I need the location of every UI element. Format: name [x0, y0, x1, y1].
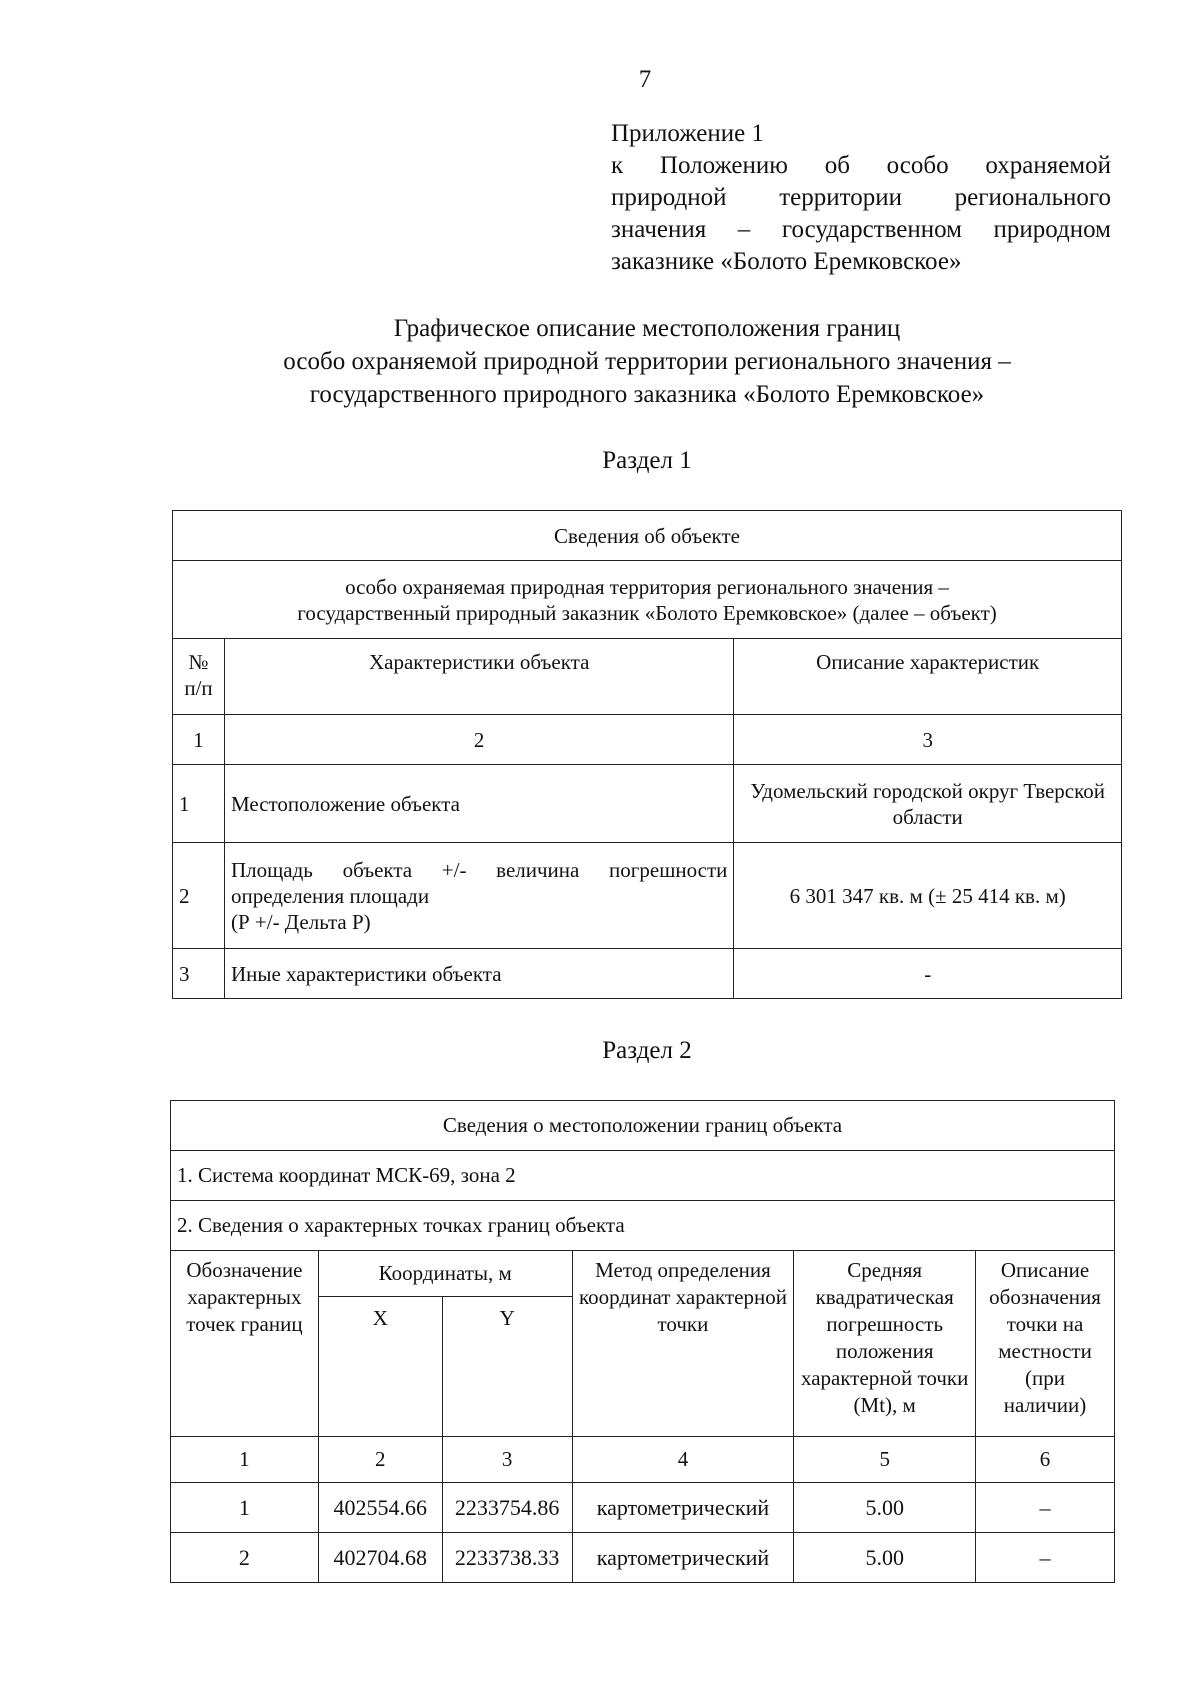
- appendix-line: заказнике «Болото Еремковское»: [611, 248, 962, 275]
- table-row: [171, 1533, 1115, 1583]
- row-value: 6 301 347 кв. м (± 25 414 кв. м): [734, 843, 1122, 949]
- col-header-coordinates: Координаты, м: [318, 1251, 572, 1297]
- characteristic-line: Площадь объекта +/- величина погрешности: [230, 857, 728, 882]
- point-id: 2: [171, 1533, 319, 1583]
- appendix-line: значения – государственном природном: [611, 216, 1111, 243]
- point-description: –: [976, 1533, 1115, 1583]
- section-1-title: Раздел 1: [602, 447, 692, 474]
- row-characteristic: Иные характеристики объекта: [224, 949, 733, 999]
- table-header: Сведения об объекте: [173, 511, 1122, 561]
- title-line: особо охраняемой природной территории регионального значения –: [283, 348, 1011, 375]
- row-number: 1: [173, 765, 225, 843]
- document-title: [172, 312, 1122, 411]
- col-number: 1: [173, 715, 225, 765]
- appendix-line: к Положению об особо охраняемой: [611, 152, 1111, 179]
- appendix-line: природной территории регионального: [611, 184, 1111, 211]
- boundary-points-table: [170, 1100, 1115, 1583]
- row-number: 3: [173, 949, 225, 999]
- appendix-block: [611, 118, 1111, 278]
- col-number: 3: [442, 1437, 572, 1483]
- point-description: –: [976, 1483, 1115, 1533]
- point-x: 402554.66: [318, 1483, 442, 1533]
- coordinate-system: 1. Система координат МСК-69, зона 2: [171, 1151, 1115, 1201]
- table-row: [171, 1483, 1115, 1533]
- col-number: 2: [224, 715, 733, 765]
- table-header: Сведения о местоположении границ объекта: [171, 1101, 1115, 1151]
- row-number: 2: [173, 843, 225, 949]
- col-number: 2: [318, 1437, 442, 1483]
- col-number: 3: [734, 715, 1122, 765]
- col-header-y: Y: [442, 1297, 572, 1437]
- row-value: Удомельский городской округ Тверской области: [734, 765, 1122, 843]
- section-2-title: Раздел 2: [602, 1037, 692, 1064]
- point-y: 2233754.86: [442, 1483, 572, 1533]
- row-characteristic: [224, 843, 733, 949]
- point-error: 5.00: [794, 1483, 976, 1533]
- object-line: особо охраняемая природная территория регионального значения –: [345, 574, 949, 599]
- point-id: 1: [171, 1483, 319, 1533]
- col-header-num: № п/п: [173, 639, 225, 715]
- appendix-line: Приложение 1: [611, 120, 764, 147]
- point-error: 5.00: [794, 1533, 976, 1583]
- col-number: 4: [572, 1437, 794, 1483]
- col-header-characteristics: Характеристики объекта: [224, 639, 733, 715]
- characteristic-line: (Р +/- Дельта Р): [230, 909, 371, 934]
- col-header-designation: Обозначение характерных точек границ: [171, 1251, 319, 1437]
- row-characteristic: Местоположение объекта: [224, 765, 733, 843]
- title-line: Графическое описание местоположения границ: [393, 315, 901, 342]
- title-line: государственного природного заказника «Болото Еремковское»: [309, 381, 985, 408]
- object-line: государственный природный заказник «Болото Еремковское» (далее – объект): [297, 600, 997, 625]
- col-header-point-description: Описание обозначения точки на местности (при наличии): [976, 1251, 1115, 1437]
- col-number: 1: [171, 1437, 319, 1483]
- characteristic-line: определения площади: [230, 883, 430, 908]
- point-x: 402704.68: [318, 1533, 442, 1583]
- col-header-error: Средняя квадратическая погрешность положения характерной точки (Mt), м: [794, 1251, 976, 1437]
- row-value: -: [734, 949, 1122, 999]
- points-header: 2. Сведения о характерных точках границ объекта: [171, 1201, 1115, 1251]
- col-number: 5: [794, 1437, 976, 1483]
- point-y: 2233738.33: [442, 1533, 572, 1583]
- col-header-method: Метод определения координат характерной точки: [572, 1251, 794, 1437]
- object-info-table: [172, 510, 1122, 999]
- col-header-x: X: [318, 1297, 442, 1437]
- col-number: 6: [976, 1437, 1115, 1483]
- point-method: картометрический: [572, 1533, 794, 1583]
- col-header-description: Описание характеристик: [734, 639, 1122, 715]
- page-number: 7: [638, 66, 652, 93]
- point-method: картометрический: [572, 1483, 794, 1533]
- object-description: [173, 561, 1122, 639]
